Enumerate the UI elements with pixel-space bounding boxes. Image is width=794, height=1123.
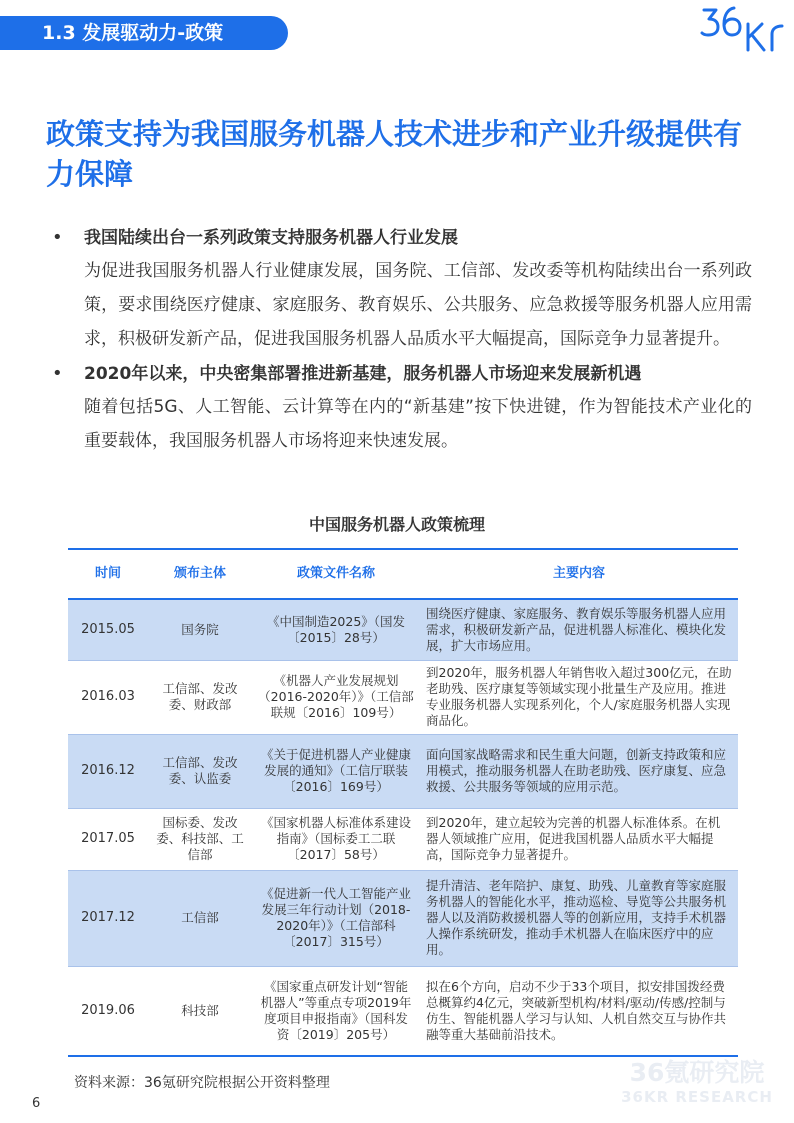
cell-issuer: 工信部、发改委、认监委 xyxy=(148,734,252,808)
table-row xyxy=(68,808,738,870)
cell-document: 《机器人产业发展规划（2016-2020年）》（工信部联规〔2016〕109号） xyxy=(252,660,420,734)
watermark-en: 36KR RESEARCH xyxy=(621,1088,773,1106)
table-header-row xyxy=(68,549,738,599)
cell-content: 到2020年，服务机器人年销售收入超过300亿元，在助老助残、医疗康复等领域实现小批量生产及应用。推进专业服务机器人实现系列化，个人/家庭服务机器人实现商品化。 xyxy=(420,660,738,734)
cell-issuer: 科技部 xyxy=(148,966,252,1056)
bullet-item xyxy=(52,358,752,458)
cell-time: 2016.12 xyxy=(68,734,148,808)
watermark xyxy=(612,1058,782,1106)
header-time: 时间 xyxy=(94,566,121,581)
header-document: 政策文件名称 xyxy=(296,566,375,581)
cell-time: 2017.05 xyxy=(68,808,148,870)
table-row xyxy=(68,734,738,808)
bullet-dot: • xyxy=(52,363,63,384)
table-row xyxy=(68,870,738,966)
brand-logo xyxy=(700,2,794,52)
header-issuer: 颁布主体 xyxy=(173,566,226,581)
section-header-bar xyxy=(0,16,288,50)
table-row xyxy=(68,599,738,660)
table-row xyxy=(68,966,738,1056)
source-note: 资料来源：36氪研究院根据公开资料整理 xyxy=(74,1075,330,1091)
cell-time: 2016.03 xyxy=(68,660,148,734)
cell-document: 《中国制造2025》（国发〔2015〕28号） xyxy=(252,599,420,660)
table-title: 中国服务机器人政策梳理 xyxy=(308,515,485,534)
cell-content: 围绕医疗健康、家庭服务、教育娱乐等服务机器人应用需求，积极研发新产品，促进机器人标准化、模块化发展，扩大市场应用。 xyxy=(420,599,738,660)
cell-document: 《国家重点研发计划“智能机器人”等重点专项2019年度项目申报指南》（国科发资〔2019〕205号） xyxy=(252,966,420,1056)
page-number: 6 xyxy=(32,1096,41,1111)
bullet-list xyxy=(52,222,752,460)
header-content: 主要内容 xyxy=(552,566,605,581)
cell-issuer: 国标委、发改委、科技部、工信部 xyxy=(148,808,252,870)
cell-issuer: 国务院 xyxy=(148,599,252,660)
cell-document: 《促进新一代人工智能产业发展三年行动计划（2018-2020年）》（工信部科〔2017〕315号） xyxy=(252,870,420,966)
bullet-body: 随着包括5G、人工智能、云计算等在内的“新基建”按下快进键，作为智能技术产业化的重要载体，我国服务机器人市场将迎来快速发展。 xyxy=(84,397,752,451)
section-label: 1.3 发展驱动力-政策 xyxy=(42,22,224,44)
page-title: 政策支持为我国服务机器人技术进步和产业升级提供有力保障 xyxy=(46,117,743,191)
bullet-body: 为促进我国服务机器人行业健康发展，国务院、工信部、发改委等机构陆续出台一系列政策，要求围绕医疗健康、家庭服务、教育娱乐、公共服务、应急救援等服务机器人应用需求，积极研发新产品，促进我国服务机器人品质水平大幅提高，国际竞争力显著提升。 xyxy=(84,261,752,349)
cell-document: 《关于促进机器人产业健康发展的通知》（工信厅联装〔2016〕169号） xyxy=(252,734,420,808)
bullet-heading: 我国陆续出台一系列政策支持服务机器人行业发展 xyxy=(84,228,458,248)
cell-time: 2019.06 xyxy=(68,966,148,1056)
bullet-heading: 2020年以来，中央密集部署推进新基建，服务机器人市场迎来发展新机遇 xyxy=(84,364,642,384)
cell-time: 2015.05 xyxy=(68,599,148,660)
cell-time: 2017.12 xyxy=(68,870,148,966)
cell-content: 拟在6个方向，启动不少于33个项目，拟安排国拨经费总概算约4亿元，突破新型机构/材料/驱动/传感/控制与仿生、智能机器人学习与认知、人机自然交互与协作共融等重大基础前沿技术。 xyxy=(420,966,738,1056)
cell-issuer: 工信部、发改委、财政部 xyxy=(148,660,252,734)
table-row xyxy=(68,660,738,734)
bullet-item xyxy=(52,222,752,356)
cell-document: 《国家机器人标准体系建设指南》（国标委工二联〔2017〕58号） xyxy=(252,808,420,870)
cell-issuer: 工信部 xyxy=(148,870,252,966)
watermark-cn: 36氪研究院 xyxy=(629,1058,765,1087)
cell-content: 面向国家战略需求和民生重大问题，创新支持政策和应用模式，推动服务机器人在助老助残、医疗康复、应急救援、公共服务等领域的应用示范。 xyxy=(420,734,738,808)
cell-content: 提升清洁、老年陪护、康复、助残、儿童教育等家庭服务机器人的智能化水平，推动巡检、导览等公共服务机器人以及消防救援机器人等的创新应用，支持手术机器人操作系统研发，推动手术机器人在临床医疗中的应用。 xyxy=(420,870,738,966)
cell-content: 到2020年，建立起较为完善的机器人标准体系。在机器人领域推广应用，促进我国机器人品质水平大幅提高，国际竞争力显著提升。 xyxy=(420,808,738,870)
policy-table xyxy=(68,548,738,1057)
bullet-dot: • xyxy=(52,227,63,248)
